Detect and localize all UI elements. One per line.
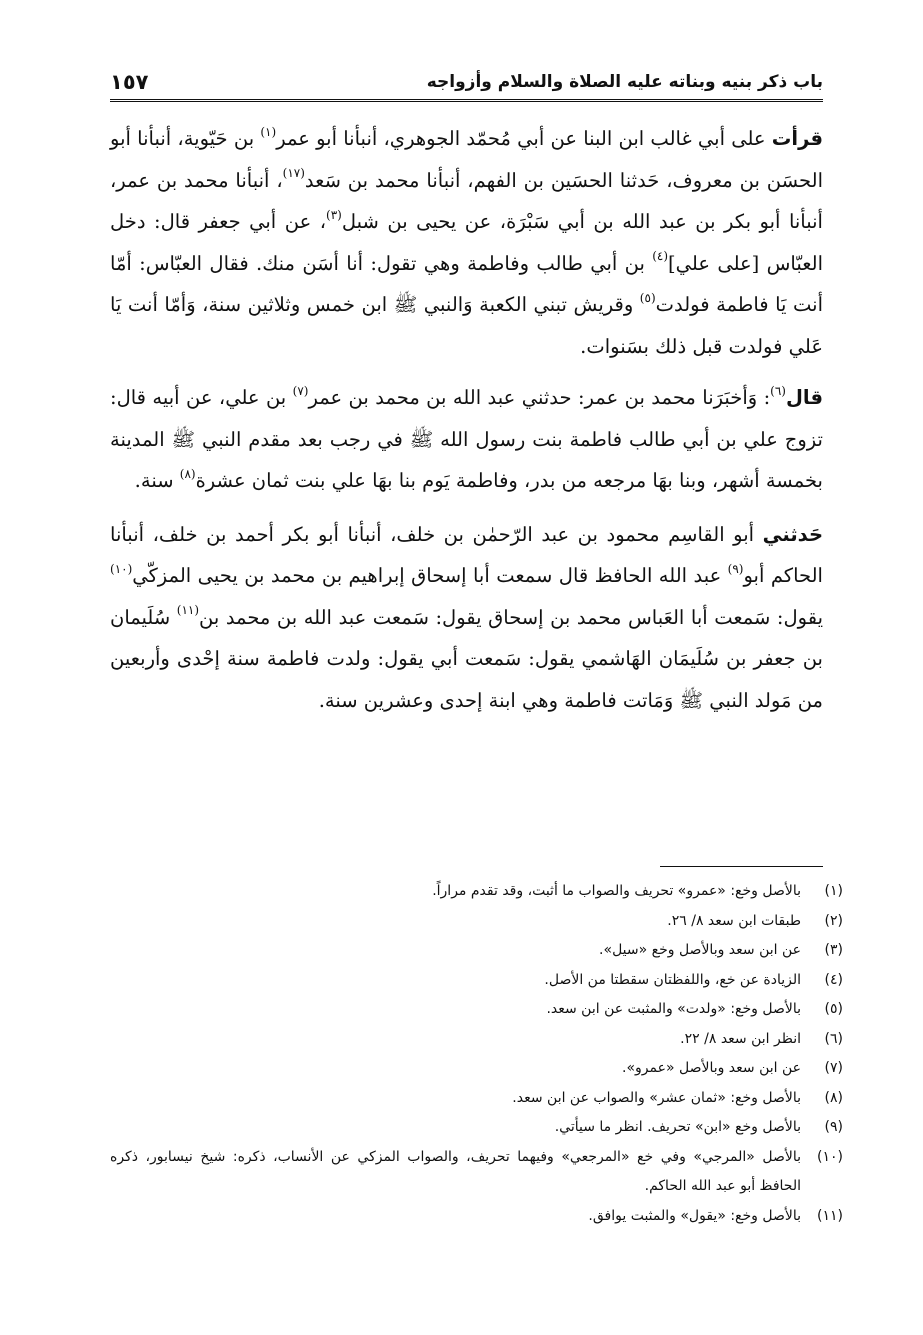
footnote-number: (٧): [824, 1060, 843, 1076]
page-number: ١٥٧: [110, 70, 149, 94]
footnote-ref: (١): [260, 124, 277, 139]
footnotes: [110, 877, 843, 1231]
footnote-number: (١١): [817, 1207, 843, 1224]
footnote-text: عن ابن سعد وبالأصل وخع «سيل».: [599, 942, 801, 958]
page-header: [110, 55, 823, 99]
footnote-rule: [660, 866, 823, 867]
text-segment: بن علي، عن أبيه قال: تزوج علي بن أبي طالب فاطمة بنت رسول الله ﷺ في رجب بعد مقدم النبي ﷺ المدينة بخمسة أشهر، وبنا بهَا مرجعه من بدر، وفاطمة يَوم بنا بهَا علي بنت ثمان عشرة: [110, 386, 823, 492]
footnote-text: بالأصل وخع «ابن» تحريف. انظر ما سيأتي.: [554, 1119, 801, 1135]
footnote-number: (٤): [824, 971, 843, 988]
footnote-item: [110, 1143, 843, 1202]
footnote-number: (٣): [824, 942, 843, 958]
main-text: [110, 118, 823, 721]
footnote-number: (٢): [824, 912, 843, 929]
footnote-ref: (٥): [639, 290, 656, 305]
text-segment: بن حَيّوية، أنبأنا أبو الحسَن بن معروف، حَدثنا الحسَين بن الفهم، أنبأنا محمد بن سَعد: [110, 127, 823, 192]
footnote-ref: (٣): [326, 207, 342, 222]
footnote-item: [110, 877, 843, 907]
text-segment: عبد الله الحافظ قال سمعت أبا إسحاق إبراهيم بن محمد بن يحيى المزكّي: [132, 564, 728, 587]
footnote-item: [110, 936, 843, 966]
footnote-text: انظر ابن سعد ٨/ ٢٢.: [680, 1030, 801, 1047]
footnote-ref: (٨): [179, 466, 196, 481]
paragraph-1: [110, 118, 823, 367]
paragraph-lead: حَدثني: [762, 522, 823, 546]
footnote-ref: (١١): [176, 603, 200, 617]
footnote-item: [110, 1202, 843, 1232]
text-segment: بن أبي طالب وفاطمة وهي تقول: أنا أسَن منك. فقال العبّاس: أمّا أنت يَا فاطمة فولدت: [110, 251, 823, 316]
footnote-ref: (٧): [292, 383, 309, 398]
paragraph-lead: قال: [785, 386, 823, 409]
header-rule: [110, 99, 823, 102]
footnote-text: بالأصل «المرجي» وفي خع «المرجعي» وفيهما تحريف، والصواب المزكي عن الأنساب، ذكره: شيخ نيسابور، ذكره الحافظ أبو عبد الله الحاكم.: [110, 1148, 801, 1194]
footnote-text: بالأصل وخع: «يقول» والمثبت يوافق.: [588, 1207, 801, 1224]
footnote-text: بالأصل وخع: «عمرو» تحريف والصواب ما أثبت، وقد تقدم مراراً.: [432, 883, 801, 899]
text-segment: على أبي غالب ابن البنا عن أبي مُحمّد الجوهري، أنبأنا أبو عمر: [276, 127, 772, 150]
footnote-list: [110, 877, 843, 1231]
footnote-item: [110, 1084, 843, 1114]
paragraph-3: [110, 514, 823, 722]
footnote-item: [110, 1113, 843, 1143]
paragraph-2: [110, 377, 823, 502]
footnote-item: [110, 1054, 843, 1084]
footnote-number: (١٠): [817, 1148, 843, 1165]
text-segment: سُلَيمان بن جعفر بن سُلَيمَان الهَاشمي يقول: سَمعت أبي يقول: ولدت فاطمة سنة إحْدى وأربعين من مَولد النبي ﷺ وَمَاتت فاطمة وهي ابنة إحدى وعشرين سنة.: [110, 605, 823, 712]
footnote-ref: (١٧): [282, 166, 305, 180]
footnote-number: (٥): [824, 1001, 843, 1017]
footnote-item: [110, 966, 843, 996]
text-segment: وقريش تبني الكعبة وَالنبي ﷺ ابن خمس وثلاثين سنة، وَأمّا أنت يَا عَلي فولدت قبل ذلك بسَنوات.: [110, 293, 823, 358]
text-segment: سنة.: [134, 469, 180, 492]
text-segment: ، أنبأنا محمد بن عمر، أنبأنا أبو بكر بن عبد الله بن أبي سَبْرَة، عن يحيى بن شبل: [110, 168, 823, 233]
footnote-text: بالأصل وخع: «ثمان عشر» والصواب عن ابن سعد.: [512, 1089, 801, 1106]
footnote-number: (٦): [824, 1030, 843, 1047]
footnote-number: (٩): [824, 1119, 843, 1135]
footnote-ref: (١٠): [110, 561, 133, 576]
footnote-item: [110, 907, 843, 937]
footnote-number: (٨): [824, 1089, 843, 1106]
footnote-ref: (٩): [727, 561, 744, 576]
text-segment: يقول: سَمعت أبا العَباس محمد بن إسحاق يقول: سَمعت عبد الله بن محمد بن: [199, 605, 823, 629]
text-segment: : وَأخبَرَنا محمد بن عمر: حدثني عبد الله بن محمد بن عمر: [308, 386, 771, 409]
running-title: باب ذكر بنيه وبناته عليه الصلاة والسلام وأزواجه: [426, 72, 823, 92]
footnote-text: عن ابن سعد وبالأصل «عمرو».: [622, 1060, 801, 1076]
footnote-text: بالأصل وخع: «ولدت» والمثبت عن ابن سعد.: [546, 1001, 801, 1017]
footnote-number: (١): [824, 883, 843, 899]
footnote-item: [110, 995, 843, 1025]
text-segment: ، عن أبي جعفر قال: دخل العبّاس [على علي]: [110, 210, 823, 275]
footnote-text: الزيادة عن خع، واللفظتان سقطتا من الأصل.: [544, 971, 801, 988]
paragraph-lead: قرأت: [771, 127, 823, 150]
footnote-ref: (٤): [652, 249, 669, 263]
footnote-item: [110, 1025, 843, 1055]
footnote-text: طبقات ابن سعد ٨/ ٢٦.: [667, 912, 801, 929]
text-segment: أبو القاسِم محمود بن عبد الرّحمٰن بن خلف، أنبأنا أبو بكر أحمد بن خلف، أنبأنا الحاكم أبو: [110, 522, 823, 587]
footnote-ref: (٦): [770, 383, 786, 398]
